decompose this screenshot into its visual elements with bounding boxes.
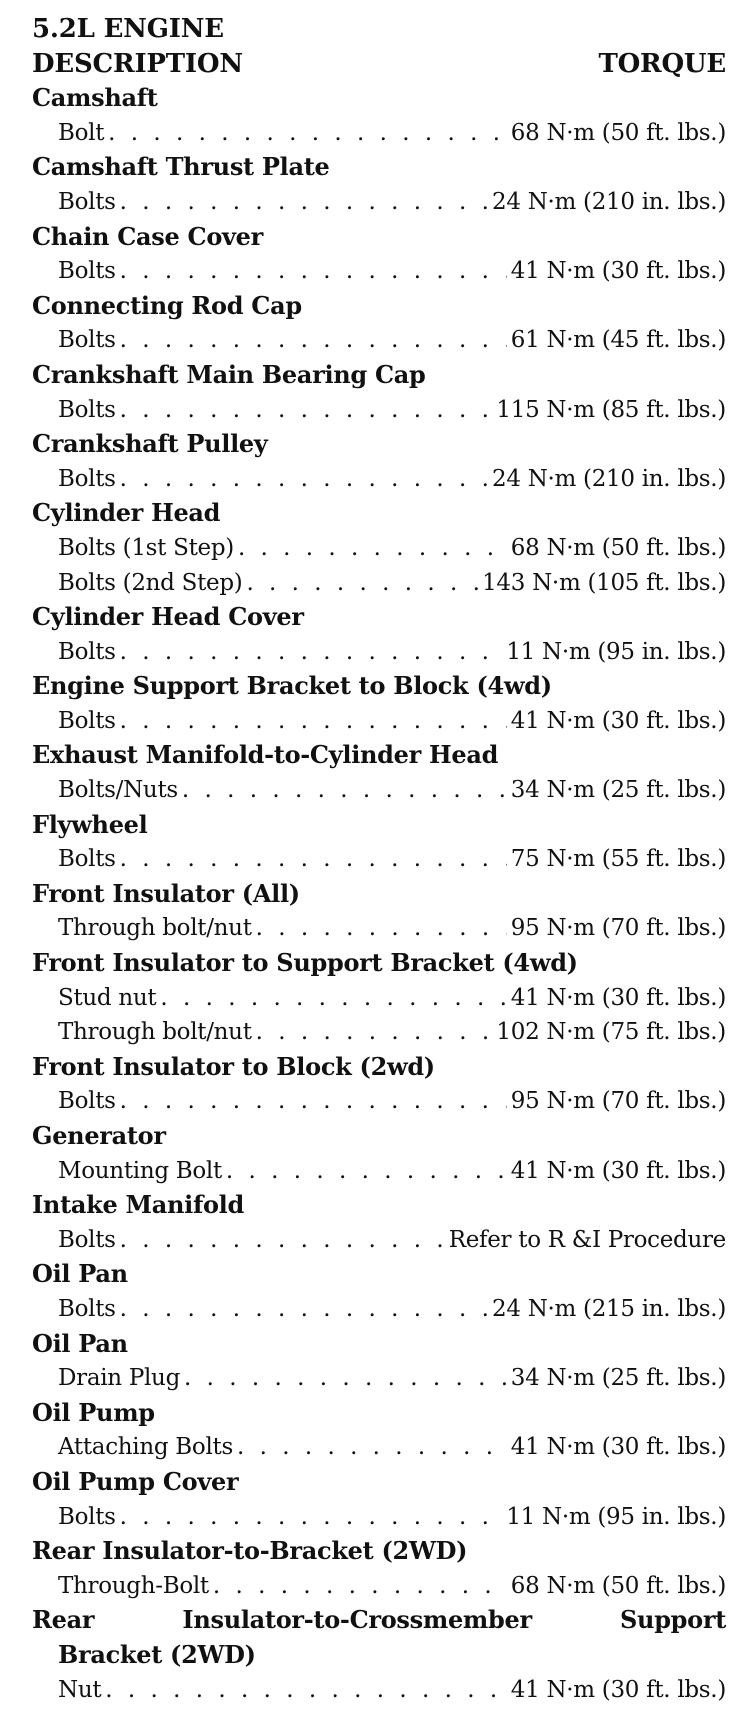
fastener-label: Bolts bbox=[58, 258, 116, 285]
dot-leader bbox=[120, 393, 493, 428]
torque-value: 34 N·m (25 ft. lbs.) bbox=[510, 777, 726, 804]
spec-row bbox=[32, 635, 726, 670]
spec-section bbox=[32, 1050, 726, 1119]
torque-value: 68 N·m (50 ft. lbs.) bbox=[510, 119, 726, 146]
dot-leader bbox=[256, 911, 507, 946]
dot-leader bbox=[120, 1292, 488, 1327]
torque-value: 41 N·m (30 ft. lbs.) bbox=[510, 258, 726, 285]
spec-section bbox=[32, 1603, 726, 1707]
spec-section bbox=[32, 877, 726, 946]
spec-row bbox=[32, 1673, 726, 1708]
fastener-label: Bolts bbox=[58, 465, 116, 492]
fastener-label: Stud nut bbox=[58, 984, 157, 1011]
dot-leader bbox=[120, 842, 507, 877]
section-title: Oil Pump Cover bbox=[32, 1466, 239, 1496]
torque-value: 95 N·m (70 ft. lbs.) bbox=[510, 1088, 726, 1115]
description-column-header: DESCRIPTION bbox=[32, 48, 243, 79]
dot-leader bbox=[120, 323, 507, 358]
spec-row bbox=[32, 704, 726, 739]
torque-value: 24 N·m (210 in. lbs.) bbox=[492, 465, 726, 492]
dot-leader bbox=[160, 981, 506, 1016]
section-title: Front Insulator to Support Bracket (4wd) bbox=[32, 948, 578, 978]
section-title: Flywheel bbox=[32, 809, 148, 839]
section-title-word: Rear bbox=[32, 1605, 95, 1635]
dot-leader bbox=[120, 254, 507, 289]
section-title: Rear Insulator-to-Bracket (2WD) bbox=[32, 1536, 468, 1566]
section-title: Camshaft Thrust Plate bbox=[32, 152, 330, 182]
dot-leader bbox=[237, 1430, 507, 1465]
dot-leader bbox=[120, 1223, 445, 1258]
torque-value: 11 N·m (95 in. lbs.) bbox=[506, 638, 726, 665]
torque-value: Refer to R &I Procedure bbox=[448, 1226, 726, 1253]
spec-section bbox=[32, 1534, 726, 1603]
fastener-label: Bolts bbox=[58, 1295, 116, 1322]
torque-value: 75 N·m (55 ft. lbs.) bbox=[510, 846, 726, 873]
spec-row bbox=[32, 1154, 726, 1189]
column-headers bbox=[32, 47, 726, 82]
spec-section bbox=[32, 600, 726, 669]
spec-section bbox=[32, 669, 726, 738]
spec-section bbox=[32, 150, 726, 219]
dot-leader bbox=[120, 704, 507, 739]
section-title-line bbox=[32, 1603, 726, 1638]
fastener-label: Bolts bbox=[58, 1226, 116, 1253]
fastener-label: Attaching Bolts bbox=[58, 1434, 233, 1461]
fastener-label: Bolts bbox=[58, 1088, 116, 1115]
dot-leader bbox=[120, 635, 503, 670]
torque-value: 41 N·m (30 ft. lbs.) bbox=[510, 1434, 726, 1461]
spec-row bbox=[32, 1292, 726, 1327]
spec-section bbox=[32, 289, 726, 358]
spec-section bbox=[32, 358, 726, 427]
spec-row bbox=[32, 1084, 726, 1119]
section-title: Engine Support Bracket to Block (4wd) bbox=[32, 671, 552, 701]
fastener-label: Bolts bbox=[58, 396, 116, 423]
spec-section bbox=[32, 1257, 726, 1326]
spec-row bbox=[32, 1569, 726, 1604]
fastener-label: Bolts bbox=[58, 707, 116, 734]
fastener-label: Through bolt/nut bbox=[58, 915, 252, 942]
section-title: Generator bbox=[32, 1121, 166, 1150]
fastener-label: Bolts (2nd Step) bbox=[58, 569, 243, 596]
spec-section bbox=[32, 81, 726, 150]
dot-leader bbox=[120, 1084, 507, 1119]
section-title: Chain Case Cover bbox=[32, 221, 263, 251]
spec-row bbox=[32, 185, 726, 220]
section-title: Oil Pump bbox=[32, 1397, 155, 1427]
spec-row bbox=[32, 116, 726, 151]
spec-section bbox=[32, 738, 726, 807]
torque-value: 24 N·m (210 in. lbs.) bbox=[492, 188, 726, 215]
torque-value: 24 N·m (215 in. lbs.) bbox=[492, 1295, 726, 1322]
fastener-label: Bolt bbox=[58, 119, 105, 146]
fastener-label: Bolts bbox=[58, 1503, 116, 1530]
fastener-label: Bolts bbox=[58, 327, 116, 354]
spec-section bbox=[32, 496, 726, 600]
dot-leader bbox=[108, 116, 507, 151]
torque-column-header: TORQUE bbox=[598, 48, 726, 79]
dot-leader bbox=[120, 462, 488, 497]
torque-value: 41 N·m (30 ft. lbs.) bbox=[510, 1676, 726, 1703]
fastener-label: Through-Bolt bbox=[58, 1572, 209, 1599]
dot-leader bbox=[213, 1569, 507, 1604]
section-title-word: Insulator-to-Crossmember bbox=[182, 1605, 532, 1635]
torque-value: 11 N·m (95 in. lbs.) bbox=[506, 1503, 726, 1530]
torque-value: 68 N·m (50 ft. lbs.) bbox=[510, 1572, 726, 1599]
dot-leader bbox=[184, 1361, 507, 1396]
spec-section bbox=[32, 1396, 726, 1465]
section-title: Oil Pan bbox=[32, 1328, 128, 1358]
fastener-label: Mounting Bolt bbox=[58, 1157, 222, 1184]
spec-row bbox=[32, 1430, 726, 1465]
fastener-label: Bolts bbox=[58, 846, 116, 873]
dot-leader bbox=[120, 185, 488, 220]
spec-row bbox=[32, 323, 726, 358]
fastener-label: Through bolt/nut bbox=[58, 1019, 252, 1046]
torque-value: 61 N·m (45 ft. lbs.) bbox=[510, 327, 726, 354]
section-title: Cylinder Head Cover bbox=[32, 602, 304, 632]
spec-row bbox=[32, 393, 726, 428]
section-title: Cylinder Head bbox=[32, 498, 221, 528]
spec-row bbox=[32, 566, 726, 601]
spec-row bbox=[32, 981, 726, 1016]
fastener-label: Bolts bbox=[58, 188, 116, 215]
spec-row bbox=[32, 531, 726, 566]
spec-section bbox=[32, 1119, 726, 1188]
spec-row bbox=[32, 773, 726, 808]
section-title: Intake Manifold bbox=[32, 1190, 244, 1220]
spec-row bbox=[32, 1223, 726, 1258]
dot-leader bbox=[256, 1015, 493, 1050]
dot-leader bbox=[105, 1673, 506, 1708]
spec-section bbox=[32, 946, 726, 1050]
dot-leader bbox=[246, 566, 478, 601]
section-title-continuation: Bracket (2WD) bbox=[58, 1639, 256, 1669]
torque-value: 41 N·m (30 ft. lbs.) bbox=[510, 984, 726, 1011]
torque-spec-page bbox=[32, 12, 726, 1707]
fastener-label: Nut bbox=[58, 1676, 102, 1703]
dot-leader bbox=[120, 1500, 503, 1535]
spec-section bbox=[32, 1327, 726, 1396]
fastener-label: Bolts (1st Step) bbox=[58, 534, 234, 561]
spec-row bbox=[32, 1361, 726, 1396]
dot-leader bbox=[182, 773, 507, 808]
torque-value: 143 N·m (105 ft. lbs.) bbox=[482, 569, 726, 596]
section-title: Crankshaft Pulley bbox=[32, 429, 268, 459]
section-title: Oil Pan bbox=[32, 1259, 128, 1289]
torque-value: 95 N·m (70 ft. lbs.) bbox=[510, 915, 726, 942]
spec-row bbox=[32, 911, 726, 946]
spec-section bbox=[32, 1465, 726, 1534]
spec-row bbox=[32, 842, 726, 877]
section-title bbox=[32, 1603, 726, 1672]
spec-row bbox=[32, 1015, 726, 1050]
spec-section bbox=[32, 1188, 726, 1257]
torque-value: 115 N·m (85 ft. lbs.) bbox=[496, 396, 726, 423]
section-title: Camshaft bbox=[32, 83, 158, 113]
section-title-word: Support bbox=[620, 1605, 726, 1635]
spec-list bbox=[32, 81, 726, 1707]
torque-value: 41 N·m (30 ft. lbs.) bbox=[510, 1157, 726, 1184]
section-title: Front Insulator to Block (2wd) bbox=[32, 1051, 435, 1081]
torque-value: 68 N·m (50 ft. lbs.) bbox=[510, 534, 726, 561]
spec-row bbox=[32, 462, 726, 497]
fastener-label: Bolts/Nuts bbox=[58, 777, 178, 804]
spec-row bbox=[32, 254, 726, 289]
fastener-label: Bolts bbox=[58, 638, 116, 665]
section-title: Crankshaft Main Bearing Cap bbox=[32, 359, 426, 389]
torque-value: 41 N·m (30 ft. lbs.) bbox=[510, 707, 726, 734]
section-title: Connecting Rod Cap bbox=[32, 290, 302, 320]
section-title: Exhaust Manifold-to-Cylinder Head bbox=[32, 740, 499, 770]
engine-heading: 5.2L ENGINE bbox=[32, 14, 224, 44]
spec-section bbox=[32, 427, 726, 496]
torque-value: 102 N·m (75 ft. lbs.) bbox=[496, 1019, 726, 1046]
torque-value: 34 N·m (25 ft. lbs.) bbox=[510, 1365, 726, 1392]
fastener-label: Drain Plug bbox=[58, 1365, 180, 1392]
dot-leader bbox=[226, 1154, 507, 1189]
dot-leader bbox=[238, 531, 507, 566]
spec-section bbox=[32, 220, 726, 289]
section-title: Front Insulator (All) bbox=[32, 878, 300, 908]
spec-section bbox=[32, 808, 726, 877]
spec-row bbox=[32, 1500, 726, 1535]
